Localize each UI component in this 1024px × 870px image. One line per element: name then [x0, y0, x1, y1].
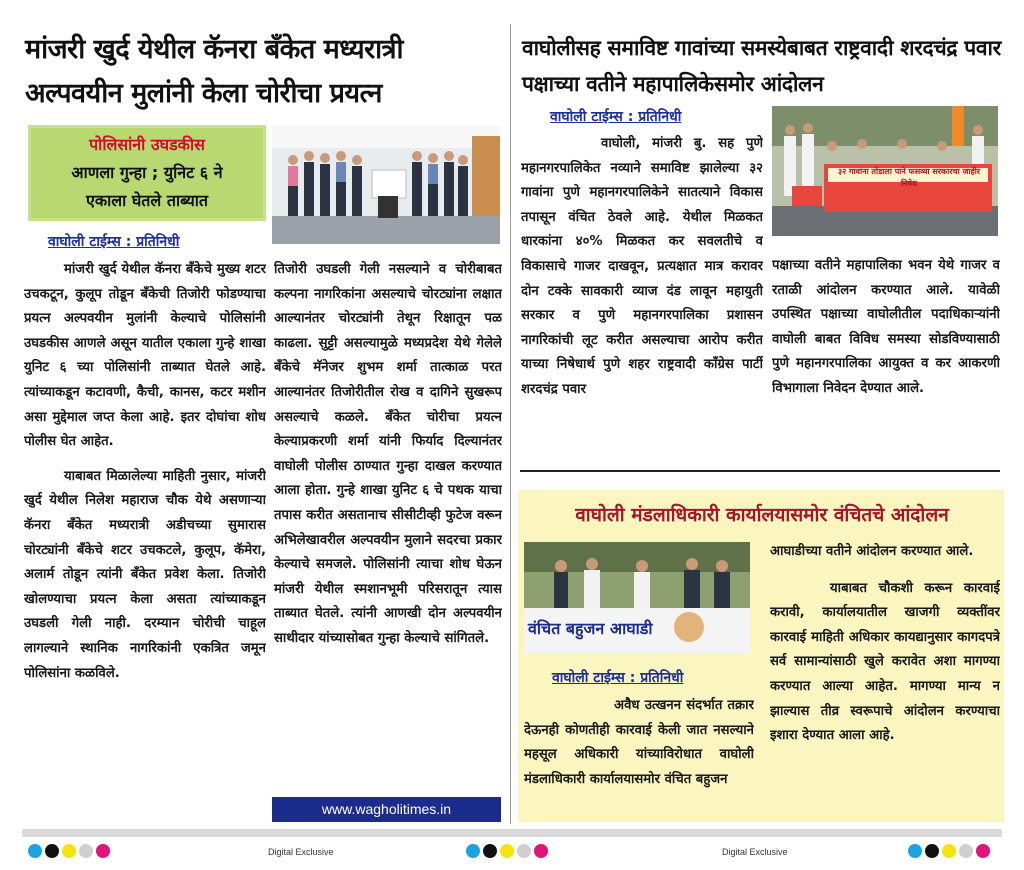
right-bottom-byline: वाघोली टाईम्स : प्रतिनिधी — [552, 670, 684, 686]
yellow-dot — [62, 844, 76, 858]
black-dot — [925, 844, 939, 858]
story-separator — [520, 470, 1000, 472]
yellow-dot — [500, 844, 514, 858]
cyan-dot — [908, 844, 922, 858]
highlight-line-3: एकाला घेतले ताब्यात — [85, 191, 208, 210]
highlight-line-1: पोलिसांनी उघडकीस — [89, 135, 205, 154]
highlight-box — [28, 125, 266, 221]
grey-dot — [79, 844, 93, 858]
magenta-dot — [976, 844, 990, 858]
protest-photo — [772, 106, 998, 236]
black-dot — [483, 844, 497, 858]
right-top-col2-paragraph: पक्षाच्या वतीने महापालिका भवन येथे गाजर व रताळी आंदोलन करण्यात आले. यावेळी उपस्थित पक्षाच्या वाघोलीतील पदाधिकाऱ्यांनी वाघोली बाबत विविध समस्या सोडविण्यासाठी पुणे महानगरपालिका आयुक्त व कर आकरणी विभागाला निवेदन देण्यात आले. — [772, 258, 1000, 396]
right-bottom-column-1 — [524, 694, 754, 820]
cyan-dot — [466, 844, 480, 858]
protest-banner-text: ३२ गावांना तोंडाला पाने फसव्या सरकारचा जाहीर निषेध — [837, 167, 981, 188]
left-col1-paragraph-2: याबाबत मिळालेल्या माहिती नुसार, मांजरी खुर्द येथील निलेश महाराज चौक येथे असणाऱ्या कॅनरा बँकेत मध्यरात्री अडीचच्या सुमारास चोरट्यांनी बँकेचे शटर उचकटले, कुलूप, कॅमेरा, अलार्म तोडून त्यांनी बँकेत प्रवेश केला. तिजोरी खोलण्याचा प्रयत्न केला असता त्यांच्याकडून उघडली गेली नाही. दरम्यान चोरीची चाहूल लागल्याने स्थानिक नागरिकांनी एकत्रित जमून पोलिसांना कळविले. — [24, 468, 266, 681]
right-top-column-1 — [521, 132, 763, 472]
right-bottom-col1-paragraph: अवैध उत्खनन संदर्भात तक्रार देऊनही कोणतीही कारवाई केली जात नसल्याने महसूल अधिकारी यांच्याविरोधात वाघोली मंडलाधिकारी कार्यालयासमोर वंचित बहुजन — [524, 698, 754, 787]
color-registration-center — [466, 844, 548, 858]
color-registration-left — [28, 844, 110, 858]
vanchit-banner-text: वंचित बहुजन आघाडी — [528, 619, 653, 638]
grey-dot — [517, 844, 531, 858]
left-story-column-1 — [24, 258, 266, 798]
magenta-dot — [534, 844, 548, 858]
right-bottom-column-2 — [770, 540, 1000, 820]
right-top-column-2 — [772, 254, 1000, 474]
website-url[interactable]: www.wagholitimes.in — [272, 797, 501, 822]
right-top-byline: वाघोली टाईम्स : प्रतिनिधी — [550, 109, 682, 125]
column-divider — [510, 24, 511, 824]
footer-bar — [22, 829, 1002, 837]
right-top-headline: वाघोलीसह समाविष्ट गावांच्या समस्येबाबत राष्ट्रवादी शरदचंद्र पवार पक्षाच्या वतीने महापालिकेसमोर आंदोलन — [522, 36, 1001, 96]
cyan-dot — [28, 844, 42, 858]
right-bottom-col2-paragraph-2: याबाबत चौकशी करून कारवाई करावी, कार्यालयातील खाजगी व्यक्तींवर कारवाई माहिती अधिकार कायद्यानुसार कागदपत्रे सर्व सामान्यांसाठी खुले करावेत अशा मागण्या करण्यात आल्या आहेत. मागण्या मान्य न झाल्यास तीव्र स्वरूपाचे आंदोलन करण्याचा इशारा देण्यात आला आहे. — [770, 580, 1000, 744]
left-col1-paragraph-1: मांजरी खुर्द येथील कॅनरा बँकेचे मुख्य शटर उचकटून, कुलूप तोडून बँकेची तिजोरी फोडण्याचा प्रयत्न अल्पवयीन मुलांनी केल्याचे पोलिसांनी उघडकीस आणले असून यातील एकाला गुन्हे शाखा युनिट ६ च्या पोलिसांनी ताब्यात घेतले आहे. त्यांच्याकडून कटावणी, कैची, कानस, कटर मशीन असा मुद्देमाल जप्त केला आहे. इतर दोघांचा शोध पोलीस घेत आहेत. — [24, 262, 266, 450]
right-top-col1-paragraph: वाघोली, मांजरी बु. सह पुणे महानगरपालिकेत नव्याने समाविष्ट झालेल्या ३२ गावांना पुणे महानगरपालिकेने सातत्याने विकास तपासून वंचित ठेवले आहे. येथील मिळकत धारकांना ४०% मिळकत कर सवलतीचे व विकासाचे गाजर दाखवून, प्रत्यक्षात मात्र करावर दोन टक्के सावकारी व्याज दंड लावून महायुती सरकार व पुणे महानगरपालिका प्रशासन नागरिकांची लूट करीत असल्याचा आरोप करीत याच्या निषेधार्थ पुणे शहर राष्ट्रवादी काँग्रेस पार्टी शरदचंद्र पवार — [521, 136, 763, 397]
right-bottom-col2-paragraph-1: आघाडीच्या वतीने आंदोलन करण्यात आले. — [770, 544, 974, 559]
black-dot — [45, 844, 59, 858]
left-story-headline: मांजरी खुर्द येथील कॅनरा बँकेत मध्यरात्री अल्पवयीन मुलांनी केला चोरीचा प्रयत्न — [25, 34, 404, 109]
color-registration-right — [908, 844, 990, 858]
highlight-line-2: आणला गुन्हा ; युनिट ६ ने — [71, 163, 223, 182]
footer-label-left: Digital Exclusive — [268, 847, 334, 857]
right-bottom-headline: वाघोली मंडलाधिकारी कार्यालयासमोर वंचितचे आंदोलन — [575, 504, 949, 526]
yellow-dot — [942, 844, 956, 858]
footer-label-right: Digital Exclusive — [722, 847, 788, 857]
magenta-dot — [96, 844, 110, 858]
grey-dot — [959, 844, 973, 858]
left-col2-paragraph: तिजोरी उघडली गेली नसल्याने व चोरीबाबत कल्पना नागरिकांना असल्याचे चोरट्यांना लक्षात आल्यानंतर चोरट्यांनी तेथून रिक्षातून पळ काढला. सुट्टी असल्यामुळे मध्यप्रदेश येथे गेलेले बँकेचे मॅनेजर शुभम शर्मा तात्काळ परत आल्यानंतर तिजोरीतील रोख व दागिने सुखरूप असल्याचे कळले. बँकेत चोरीचा प्रयत्न केल्याप्रकरणी शर्मा यांनी फिर्याद दिल्यानंतर वाघोली पोलीस ठाण्यात गुन्हा दाखल करण्यात आला होता. गुन्हे शाखा युनिट ६ चे पथक याचा तपास करीत असतानाच सीसीटीव्ही फुटेज वरून अभिलेखावरील अल्पवयीन मुलाने सदरचा प्रकार केल्याचे समजले. पोलिसांनी त्याचा शोध घेऊन मांजरी येथील स्मशानभूमी परिसरातून त्यास ताब्यात घेतले. त्यांनी आणखी दोन अल्पवयीन साथीदार यांच्यासोबत गुन्हा केल्याचे सांगितले. — [274, 262, 502, 646]
left-story-byline: वाघोली टाईम्स : प्रतिनिधी — [48, 234, 180, 250]
vanchit-photo — [524, 542, 750, 654]
group-photo-illustration — [272, 126, 500, 244]
left-story-column-2 — [274, 258, 502, 796]
bank-theft-photo — [272, 126, 500, 244]
